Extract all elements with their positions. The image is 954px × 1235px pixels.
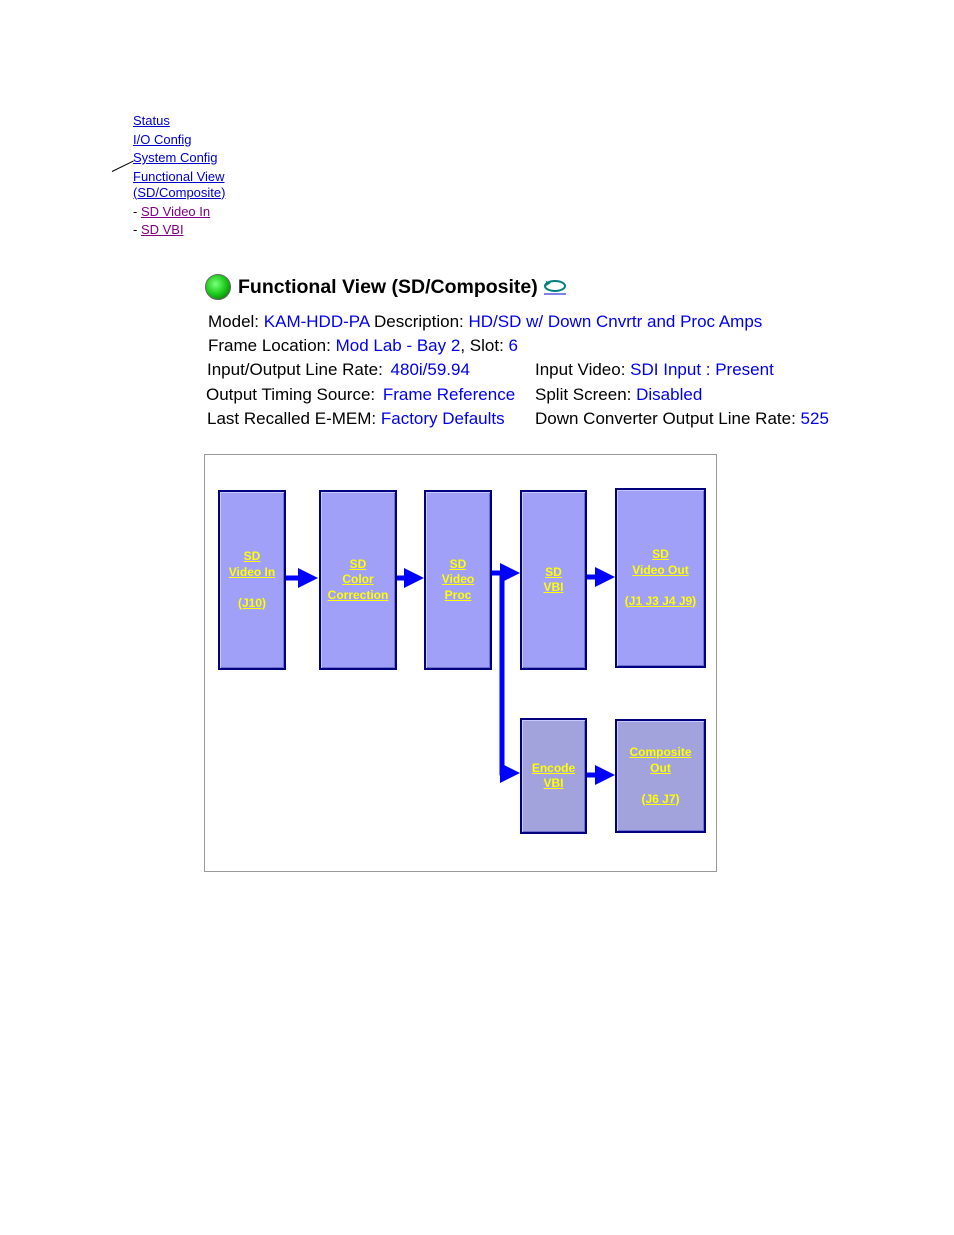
block-label: SD Video In (J10) bbox=[228, 549, 276, 610]
slot-value: 6 bbox=[508, 336, 518, 355]
input-video-row bbox=[535, 360, 774, 380]
nav-dash: - bbox=[133, 222, 138, 237]
arrow-proc-to-encode bbox=[492, 573, 511, 773]
block-label: Encode VBI bbox=[531, 760, 576, 790]
frame-location-label: Frame Location: bbox=[208, 336, 331, 355]
slot-label: , Slot: bbox=[460, 336, 504, 355]
description-label: Description: bbox=[373, 312, 464, 331]
block-sd-video-out[interactable] bbox=[615, 488, 706, 668]
block-encode-vbi[interactable] bbox=[520, 718, 587, 834]
block-label: SD VBI bbox=[543, 564, 564, 594]
split-screen-label: Split Screen: bbox=[535, 385, 632, 404]
line-rate-value: 480i/59.94 bbox=[390, 360, 470, 379]
nav-link-io-config[interactable]: I/O Config bbox=[133, 131, 192, 147]
page-title: Functional View (SD/Composite) bbox=[238, 275, 538, 298]
model-label: Model: bbox=[208, 312, 260, 331]
refresh-icon[interactable] bbox=[543, 278, 567, 296]
split-screen-row bbox=[535, 385, 702, 405]
dc-rate-row bbox=[535, 409, 829, 429]
emem-label: Last Recalled E-MEM: bbox=[207, 409, 377, 428]
info-row-model bbox=[208, 312, 762, 332]
emem-value: Factory Defaults bbox=[380, 409, 505, 428]
callout-line bbox=[112, 161, 134, 172]
timing-row bbox=[206, 385, 515, 405]
line-rate-row bbox=[207, 360, 470, 380]
block-label: SD Video Out (J1 J3 J4 J9) bbox=[624, 547, 697, 608]
block-sd-video-proc[interactable] bbox=[424, 490, 492, 670]
dc-rate-value: 525 bbox=[800, 409, 829, 428]
nav-link-sd-video-in[interactable]: SD Video In bbox=[140, 203, 211, 219]
block-label: Composite Out (J6 J7) bbox=[629, 745, 692, 806]
block-label: SD Video Proc bbox=[441, 556, 475, 602]
page-header bbox=[205, 272, 567, 302]
nav-menu bbox=[133, 112, 225, 240]
input-video-label: Input Video: bbox=[535, 360, 626, 379]
nav-link-system-config[interactable]: System Config bbox=[133, 150, 218, 165]
description-value: HD/SD w/ Down Cnvrtr and Proc Amps bbox=[468, 312, 763, 331]
timing-value: Frame Reference bbox=[382, 385, 516, 404]
nav-link-functional-view-sub[interactable]: (SD/Composite) bbox=[133, 184, 226, 200]
timing-label: Output Timing Source: bbox=[206, 385, 376, 404]
block-sd-vbi[interactable] bbox=[520, 490, 587, 670]
emem-row bbox=[207, 409, 505, 429]
dc-rate-label: Down Converter Output Line Rate: bbox=[535, 409, 796, 428]
model-value: KAM-HDD-PA bbox=[263, 312, 370, 331]
info-row-frame bbox=[208, 336, 518, 356]
input-video-value: SDI Input : Present bbox=[630, 360, 774, 379]
block-composite-out[interactable] bbox=[615, 719, 706, 833]
block-sd-color-correction[interactable] bbox=[319, 490, 397, 670]
nav-link-status[interactable]: Status bbox=[133, 113, 170, 128]
nav-dash: - bbox=[133, 203, 138, 219]
block-sd-video-in[interactable] bbox=[218, 490, 286, 670]
nav-link-sd-vbi[interactable]: SD VBI bbox=[140, 222, 184, 237]
frame-location-value: Mod Lab - Bay 2 bbox=[335, 336, 461, 355]
block-label: SD Color Correction bbox=[327, 556, 389, 602]
status-led-icon bbox=[205, 274, 231, 300]
functional-diagram bbox=[204, 454, 717, 872]
nav-link-functional-view[interactable]: Functional View bbox=[133, 168, 225, 184]
line-rate-label: Input/Output Line Rate: bbox=[207, 360, 383, 379]
split-screen-value: Disabled bbox=[636, 385, 703, 404]
